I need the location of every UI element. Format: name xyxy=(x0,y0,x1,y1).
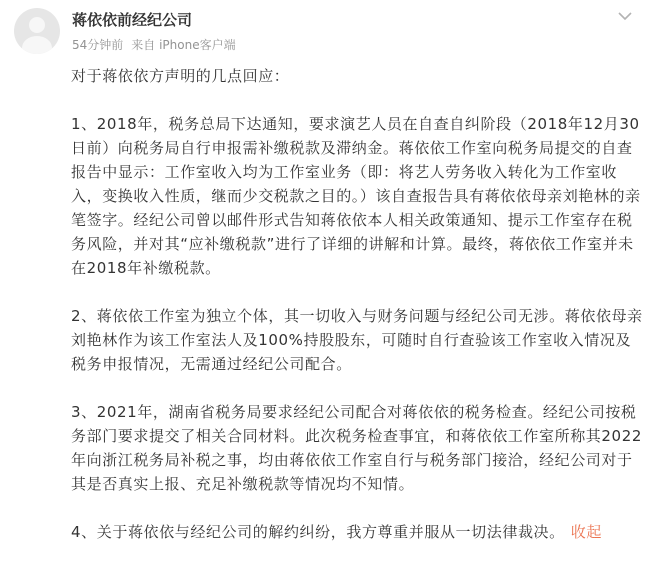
post-content xyxy=(71,64,643,544)
default-avatar-icon[interactable] xyxy=(14,8,60,54)
post-paragraph-1: 1、2018年，税务总局下达通知，要求演艺人员在自查自纠阶段（2018年12月30日前）向税务局自行申报需补缴税款及滞纳金。蒋依依工作室向税务局提交的自查报告中显示：工作室收入均为工作室业务（即：将艺人劳务收入转化为工作室收入，变换收入性质，继而少交税款之目的。）该自查报告具有蒋依依母亲刘艳林的亲笔签字。经纪公司曾以邮件形式告知蒋依依本人相关政策通知、提示工作室存在税务风险，并对其“应补缴税款”进行了详细的讲解和计算。最终，蒋依依工作室并未在2018年补缴税款。 xyxy=(71,115,641,277)
avatar-head xyxy=(29,17,45,33)
collapse-link[interactable]: 收起 xyxy=(570,523,602,541)
post-time: 54分钟前 xyxy=(72,38,124,52)
chevron-down-icon[interactable] xyxy=(614,6,636,26)
post-intro: 对于蒋依依方声明的几点回应： xyxy=(71,67,290,85)
post-source: 来自 iPhone客户端 xyxy=(131,38,236,52)
avatar-shoulders xyxy=(22,36,52,54)
post-header xyxy=(10,6,640,62)
post-paragraph-3: 3、2021年，湖南省税务局要求经纪公司配合对蒋依依的税务检查。经纪公司按税务部门要求提交了相关合同材料。此次税务检查事宜，和蒋依依工作室所称其2022年向浙江税务局补税之事，均由蒋依依工作室自行与税务部门接洽，经纪公司对于其是否真实上报、充足补缴税款等情况均不知情。 xyxy=(71,403,642,493)
author-name[interactable]: 蒋依依前经纪公司 xyxy=(72,11,193,29)
post-paragraph-4-text: 4、关于蒋依依与经纪公司的解约纠纷，我方尊重并服从一切法律裁决。 xyxy=(71,523,565,541)
post-paragraph-2: 2、蒋依依工作室为独立个体，其一切收入与财务问题与经纪公司无涉。蒋依依母亲刘艳林作为该工作室法人及100%持股股东，可随时自行查验该工作室收入情况及税务申报情况，无需通过经纪公司配合。 xyxy=(71,307,643,373)
post-meta xyxy=(72,36,236,53)
chevron-down-glyph xyxy=(618,12,632,21)
post-paragraph-4 xyxy=(71,520,643,544)
